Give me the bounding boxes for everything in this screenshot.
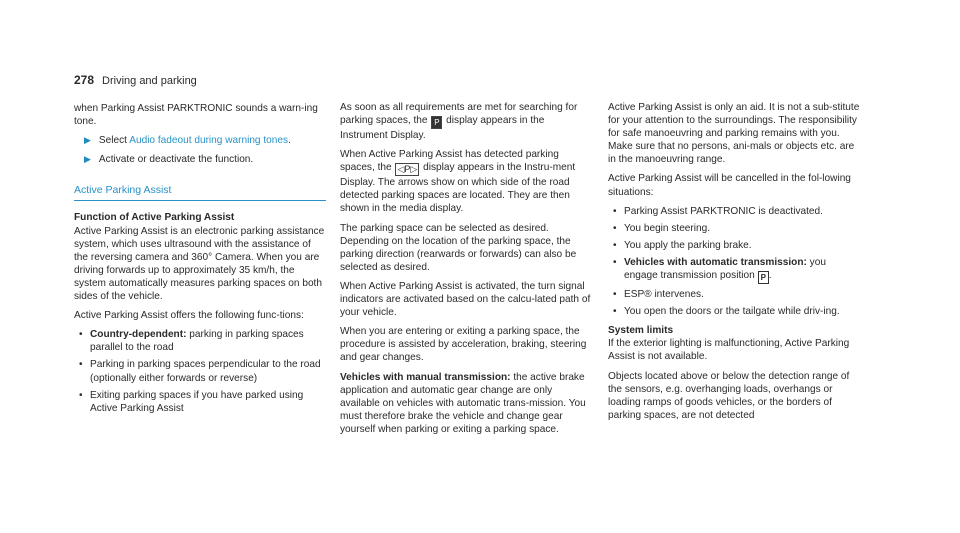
step-activate: [84, 153, 326, 166]
sub-title: System limits: [608, 325, 674, 337]
step-arrow-icon: ▶: [84, 154, 91, 165]
column-3: [608, 101, 860, 428]
list-item: • Vehicles with automatic transmission: you engage transmission position P .: [608, 256, 860, 284]
audio-fadeout-link[interactable]: Audio fadeout during warning tones: [129, 135, 289, 147]
parking-search-icon: P: [431, 116, 442, 129]
column-1: [74, 102, 326, 421]
section-title: Active Parking Assist: [74, 184, 326, 201]
gear-p-icon: P: [758, 271, 769, 284]
paragraph: Objects located above or below the detection range of the sensors, e.g. overhanging loads, overhangs or loading ramps of goods vehicles, or the borders of parking spaces, are not detected: [608, 370, 850, 421]
paragraph: Active Parking Assist will be cancelled in the fol-lowing situations:: [608, 173, 851, 198]
sub-title: Function of Active Parking Assist: [74, 212, 235, 224]
step-prefix: Select: [98, 135, 130, 147]
list-item: • Parking Assist PARKTRONIC is deactivated.: [608, 205, 860, 218]
cancel-list: [608, 205, 860, 319]
step-select: [84, 134, 326, 147]
page-number: 278: [74, 73, 95, 87]
paragraph: As soon as all requirements are met for searching for parking spaces, the P display appears in the Instrument Display.: [340, 102, 578, 142]
step-arrow-icon: ▶: [84, 135, 91, 146]
functions-intro: Active Parking Assist offers the following func-tions:: [74, 310, 304, 322]
list-item: • Country-dependent: parking in parking spaces parallel to the road: [74, 328, 326, 354]
list-item: • Parking in parking spaces perpendicular to the road (optionally either forwards or reverse): [74, 358, 326, 384]
function-list: [74, 328, 326, 415]
page-header: [74, 73, 197, 87]
list-item: • You open the doors or the tailgate while driv-ing.: [608, 305, 860, 318]
paragraph: If the exterior lighting is malfunctioning, Active Parking Assist is not available.: [608, 338, 850, 363]
paragraph: Active Parking Assist is only an aid. It is not a sub-stitute for your attention to the surroundings. The responsibility for safe manoeuvring and parking remains with you. Make sure that no persons, ani-mals or objects etc. are in the manoeuvring range.: [608, 102, 860, 166]
list-item: • ESP® intervenes.: [608, 288, 860, 301]
list-item: • Exiting parking spaces if you have parked using Active Parking Assist: [74, 389, 326, 415]
paragraph: Vehicles with manual transmission: the active brake application and automatic gear change are only available on vehicles with automatic trans-mission. You must therefore brake the vehicle and change gear yourself when parking or exiting a parking space.: [340, 371, 586, 435]
paragraph: The parking space can be selected as desired. Depending on the location of the parking space, the parking direction (rearwards or forwards) can also be selected as desired.: [340, 222, 577, 273]
section-name: Driving and parking: [102, 75, 197, 87]
step-suffix: .: [288, 135, 291, 147]
column-2: [340, 101, 592, 442]
list-item: • You apply the parking brake.: [608, 239, 860, 252]
step-text: Activate or deactivate the function.: [98, 154, 254, 166]
paragraph: When Active Parking Assist has detected parking spaces, the ◁P▷ display appears in the Instru-ment Display. The arrows show on which side of the road detected parking spaces are located. They are then shown in the media display.: [340, 149, 576, 215]
list-item: • You begin steering.: [608, 222, 860, 235]
paragraph: When Active Parking Assist is activated, the turn signal indicators are activated based on the calcu-lated path of your vehicle.: [340, 280, 591, 319]
paragraph: When you are entering or exiting a parking space, the procedure is assisted by acceleration, braking, steering and gear changes.: [340, 326, 587, 364]
intro-text: when Parking Assist PARKTRONIC sounds a warn-ing tone.: [74, 103, 318, 128]
parking-detected-icon: ◁P▷: [397, 164, 418, 175]
function-text: Active Parking Assist is an electronic parking assistance system, which uses ultrasound with the assistance of the reversing camera and 360° Camera. When you are driving forwards up to approximately 35 km/h, the system automatically measures parking spaces on both sides of the vehicle.: [74, 225, 325, 303]
